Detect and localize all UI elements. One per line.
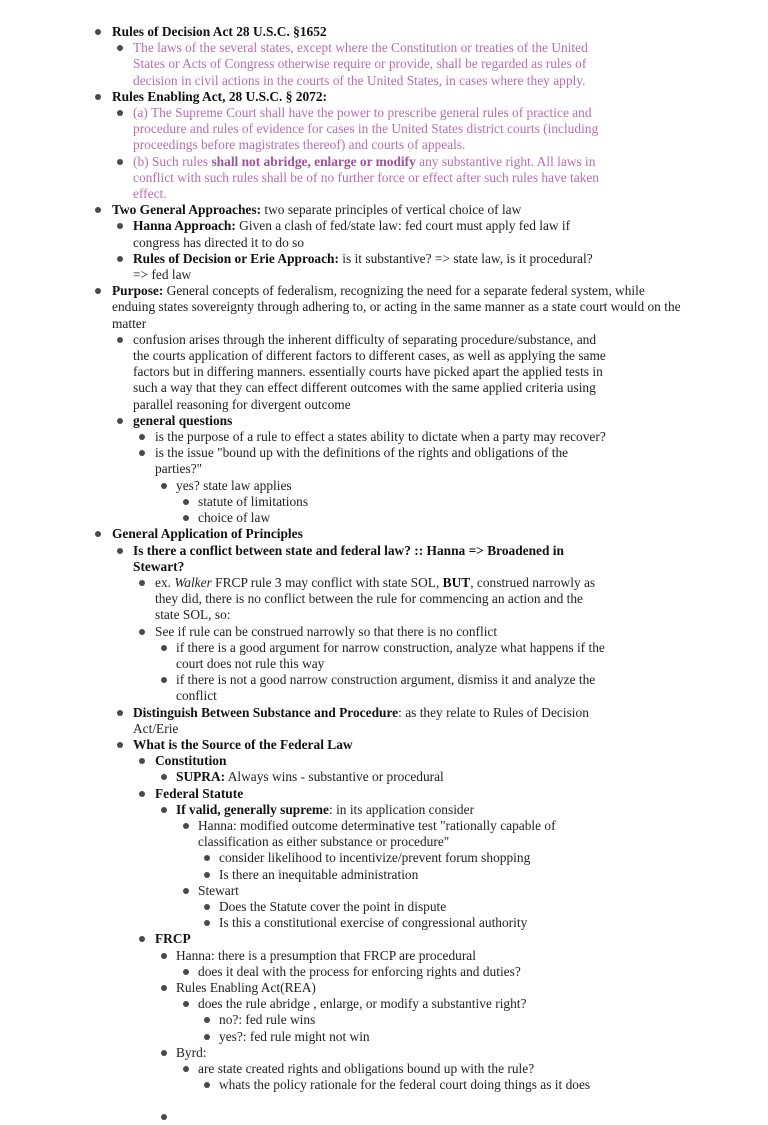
forum-text: consider likelihood to incentivize/prevent forum shopping — [219, 850, 531, 866]
list-item — [0, 915, 608, 931]
rea-a-text: (a) The Supreme Court shall have the power to prescribe general rules of practice and procedure and rules of evidence for cases in the United States district courts (including proceedings before magistrates thereof) and courts of appeals. — [133, 105, 599, 153]
byrd-text: Byrd: — [176, 1044, 207, 1060]
rea-title: Rules Enabling Act, 28 U.S.C. § 2072: — [112, 88, 328, 104]
list-item — [0, 202, 768, 283]
byrd-policy-text: whats the policy rationale for the federal court doing things as it does — [219, 1077, 591, 1093]
list-item — [0, 931, 608, 1125]
list-item — [0, 705, 688, 737]
list-item — [0, 40, 688, 89]
list-item — [0, 786, 608, 932]
hanna-test-text: Hanna: modified outcome determinative test "rationally capable of classification as either substance or procedure" — [198, 817, 556, 850]
list-item — [0, 429, 608, 445]
rea-b-text-end: any substantive right. All laws in conflict with such rules shall be of no further force or effect after such rules have taken effect. — [133, 153, 600, 202]
list-item — [0, 251, 688, 283]
rea-yes-text: yes?: fed rule might not win — [219, 1028, 370, 1044]
stewart-question: Is this a constitutional exercise of congressional authority — [219, 915, 528, 931]
distinguish-text: : as they relate to Rules of Decision Act/Erie — [133, 704, 589, 736]
list-item — [0, 980, 608, 1045]
confusion-text: confusion arises through the inherent difficulty of separating procedure/substance, and the courts application of different factors to different cases, as well as applying the same factors but in differing manners. essentially courts have picked apart the applied tests in such a way that they can effect different outcomes with the same applied criteria using parallel reasoning for divergent outcome — [133, 331, 606, 412]
list-item — [0, 478, 608, 527]
supra-heading: SUPRA: — [176, 769, 226, 785]
walker-text: FRCP rule 3 may conflict with state SOL, — [211, 574, 443, 590]
hanna-heading: Hanna Approach: — [133, 218, 236, 234]
list-item — [0, 1012, 608, 1028]
list-item — [0, 543, 688, 705]
answer-text: yes? state law applies — [176, 477, 292, 493]
stewart-question: Does the Statute cover the point in dispute — [219, 898, 447, 914]
list-item — [0, 24, 768, 89]
purpose-text: General concepts of federalism, recognizing the need for a separate federal system, while enduing states sovereignty through adhering to, or acting in the same manner as a state court would on the matter — [112, 283, 681, 331]
supra-text: Always wins - substantive or procedural — [225, 769, 444, 785]
list-item — [0, 332, 688, 413]
hanna-text: Given a clash of fed/state law: fed court must apply fed law if congress has directed it to do so — [133, 218, 571, 250]
outline-level-1 — [0, 24, 768, 1125]
rea-no-text: no?: fed rule wins — [219, 1012, 316, 1028]
purpose-heading: Purpose: — [112, 283, 164, 299]
question-text: is the purpose of a rule to effect a states ability to dictate when a party may recover? — [155, 429, 606, 445]
general-questions-heading: general questions — [133, 412, 233, 428]
inequitable-text: Is there an inequitable administration — [219, 866, 419, 882]
list-item — [0, 89, 768, 202]
list-item — [0, 1045, 608, 1094]
erie-heading: Rules of Decision or Erie Approach: — [133, 250, 339, 266]
narrow-text: See if rule can be construed narrowly so that there is no conflict — [155, 623, 498, 639]
list-item — [0, 494, 608, 510]
walker-case-name: Walker — [174, 574, 212, 590]
frcp-process-text: does it deal with the process for enforcing rights and duties? — [198, 963, 521, 979]
narrow-good-text: if there is a good argument for narrow construction, analyze what happens if the court does not rule this way — [176, 639, 605, 671]
rea-b-emphasis: shall not abridge, enlarge or modify — [211, 153, 416, 169]
list-item — [0, 154, 688, 203]
list-item — [0, 818, 608, 883]
constitution-heading: Constitution — [155, 753, 227, 769]
list-item — [0, 1029, 608, 1045]
if-valid-heading: If valid, generally supreme — [176, 801, 329, 817]
walker-text-end: , construed narrowly as they did, there is no conflict between the rule for commencing an action and the state SOL, so: — [155, 574, 596, 623]
approaches-heading: Two General Approaches: — [112, 202, 262, 218]
list-item — [0, 899, 608, 915]
list-item — [0, 672, 608, 704]
list-item — [0, 105, 688, 154]
list-item — [0, 218, 688, 250]
walker-but: BUT — [442, 574, 471, 590]
list-item — [0, 510, 608, 526]
list-item — [0, 526, 768, 1125]
rea-abridge-text: does the rule abridge , enlarge, or modify a substantive right? — [198, 996, 527, 1012]
rea-short-text: Rules Enabling Act(REA) — [176, 979, 316, 995]
list-item — [0, 1061, 608, 1093]
list-item — [0, 445, 608, 526]
source-heading: What is the Source of the Federal Law — [133, 736, 353, 752]
if-valid-text: : in its application consider — [329, 801, 475, 817]
stewart-text: Stewart — [198, 882, 239, 898]
list-item — [0, 753, 608, 785]
narrow-bad-text: if there is not a good narrow construction argument, dismiss it and analyze the conflict — [176, 672, 596, 704]
rda-title: Rules of Decision Act 28 U.S.C. §1652 — [112, 24, 327, 39]
walker-prefix: ex. — [155, 574, 175, 590]
list-item — [0, 640, 608, 672]
list-item — [0, 948, 608, 980]
list-item — [0, 624, 608, 705]
list-item — [0, 883, 608, 932]
list-item — [0, 769, 608, 785]
list-item — [0, 413, 688, 526]
list-item — [0, 850, 608, 866]
list-item — [0, 802, 608, 932]
example-text: statute of limitations — [198, 493, 309, 509]
rda-text: The laws of the several states, except where the Constitution or treaties of the United States or Acts of Congress otherwise require or provide, shall be regarded as rules of decision in civil actions in the courts of the United States, in cases where they apply. — [133, 40, 588, 88]
approaches-text: two separate principles of vertical choice of law — [261, 202, 522, 218]
example-text: choice of law — [198, 510, 271, 526]
outline-document — [0, 24, 768, 1125]
application-heading: General Application of Principles — [112, 526, 303, 542]
distinguish-heading: Distinguish Between Substance and Procedure — [133, 704, 399, 720]
federal-statute-heading: Federal Statute — [155, 785, 244, 801]
list-item — [0, 575, 608, 624]
list-item — [0, 996, 608, 1045]
list-item — [0, 867, 608, 883]
list-item — [0, 1077, 608, 1093]
conflict-heading: Is there a conflict between state and federal law? :: Hanna => Broadened in Stewart? — [133, 542, 564, 574]
erie-text: is it substantive? => state law, is it procedural? => fed law — [133, 250, 593, 283]
list-item — [0, 283, 768, 526]
frcp-heading: FRCP — [155, 931, 191, 947]
list-item — [0, 964, 608, 980]
list-item — [0, 737, 688, 1125]
rea-b-text: (b) Such rules — [133, 153, 212, 169]
empty-list-item — [0, 1109, 608, 1125]
frcp-hanna-text: Hanna: there is a presumption that FRCP are procedural — [176, 947, 476, 963]
byrd-question: are state created rights and obligations bound up with the rule? — [198, 1061, 535, 1076]
question-text: is the issue "bound up with the definitions of the rights and obligations of the parties?" — [155, 445, 569, 477]
